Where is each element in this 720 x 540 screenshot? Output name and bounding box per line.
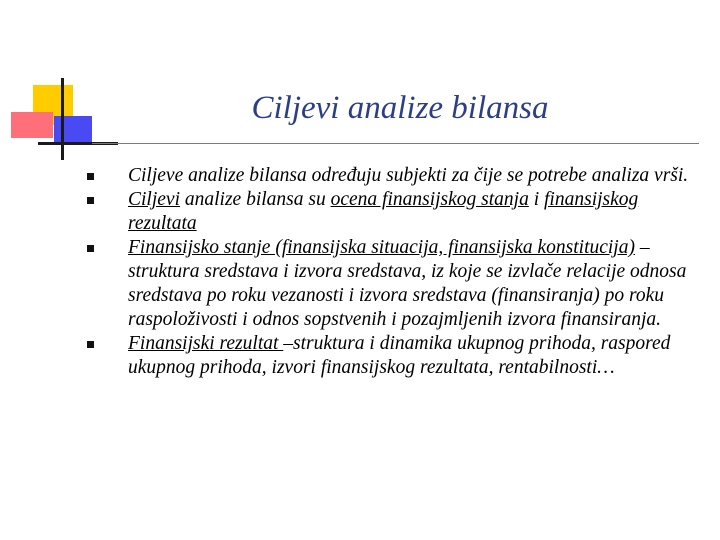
bullet-text: analize bilansa su [180,189,331,210]
bullet-item [80,236,705,332]
vertical-bar [61,78,64,160]
bullet-text-underlined: Finansijsko stanje (finansijska situacija, finansijska konstitucija) [128,237,635,258]
bullet-text-underlined: Finansijski rezultat [128,333,284,354]
bullet-text-underlined: finansijskog rezultata [128,189,639,234]
square-bullet-icon [87,197,94,204]
bullet-text-underlined: Ciljevi [128,189,180,210]
bullet-text: –struktura i dinamika ukupnog prihoda, raspored ukupnog prihoda, izvori finansijskog rezultata, rentabilnosti… [128,333,671,378]
bullet-item [80,164,705,188]
bullet-text: Ciljeve analize bilansa određuju subjekti za čije se potrebe analiza vrši. [128,165,689,186]
square-bullet-icon [87,341,94,348]
square-bullet-icon [87,245,94,252]
bullet-list [80,164,705,380]
blue-square [54,116,92,145]
title-divider [92,143,699,144]
red-square [11,112,53,138]
bullet-text: – struktura sredstava i izvora sredstava, iz koje se izvlače relacije odnosa sredstava po roku vezanosti i izvora sredstava (finansiranja) po roku raspoloživosti i odnos sopstvenih i pozajmljenih izvora finansiranja. [128,237,687,330]
square-bullet-icon [87,173,94,180]
bullet-item [80,332,705,380]
bullet-text: i [528,189,545,210]
slide-title: Ciljevi analize bilansa [251,90,549,126]
bullet-text-underlined: ocena finansijskog stanja [330,189,529,210]
corner-squares-logo [0,0,120,170]
bullet-item [80,188,705,236]
